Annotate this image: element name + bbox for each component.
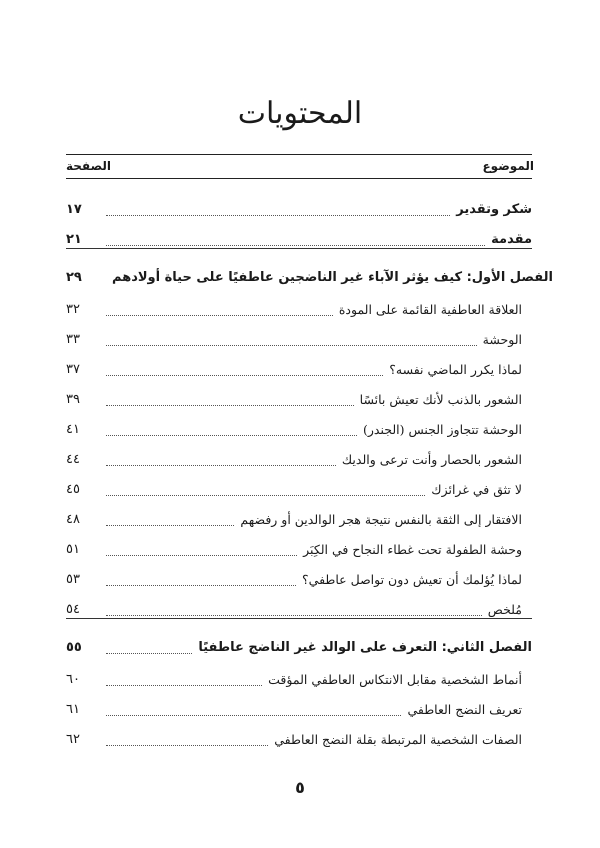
dot-leader xyxy=(106,543,297,556)
section-divider xyxy=(66,618,532,619)
toc-page-number: ٦١ xyxy=(66,701,80,717)
dot-leader xyxy=(106,303,333,316)
toc-page-number: ١٧ xyxy=(66,201,82,217)
toc-page-number: ٣٣ xyxy=(66,331,80,347)
toc-section-entry xyxy=(66,566,532,592)
toc-entry-label: الصفات الشخصية المرتبطة بقلة النضج العاطفي xyxy=(274,731,522,747)
toc-section-entry xyxy=(66,726,532,752)
page-title: المحتويات xyxy=(237,96,363,131)
dot-leader xyxy=(106,573,296,586)
toc-page-number: ٦٠ xyxy=(66,671,80,687)
toc-section-entry xyxy=(66,326,532,352)
toc-entry-label: شكر وتقدير xyxy=(456,201,532,217)
toc-entry-label: مُلخص xyxy=(487,601,522,617)
toc-section-entry xyxy=(66,696,532,722)
toc-page-number: ٢٩ xyxy=(66,269,82,285)
dot-leader xyxy=(106,363,383,376)
toc-entry-label: الافتقار إلى الثقة بالنفس نتيجة هجر الوالدين أو رفضهم xyxy=(240,511,522,527)
toc-entry-label: لماذا يُؤلمك أن تعيش دون تواصل عاطفي؟ xyxy=(302,571,522,587)
toc-section-entry xyxy=(66,356,532,382)
toc-entry-label: لماذا يكرر الماضي نفسه؟ xyxy=(389,361,522,377)
toc-page-number: ٤٥ xyxy=(66,481,80,497)
top-rule xyxy=(66,154,532,155)
toc-entry-label: الفصل الأول: كيف يؤثر الآباء غير الناضجين عاطفيًا على حياة أولادهم xyxy=(112,269,553,285)
toc-page-number: ٣٩ xyxy=(66,391,80,407)
dot-leader xyxy=(106,513,234,526)
toc-page-number: ٤٤ xyxy=(66,451,80,467)
page-number: ٥ xyxy=(295,778,305,797)
section-divider xyxy=(66,248,532,249)
toc-section-entry xyxy=(66,416,532,442)
toc-chapter-entry xyxy=(66,634,532,660)
toc-page-number: ٥١ xyxy=(66,541,80,557)
dot-leader xyxy=(106,641,192,654)
toc-page-number: ٤٨ xyxy=(66,511,80,527)
dot-leader xyxy=(106,233,485,246)
toc-page-number: ٣٢ xyxy=(66,301,80,317)
header-rule xyxy=(66,178,532,179)
toc-section-entry xyxy=(66,506,532,532)
toc-section-entry xyxy=(66,296,532,322)
toc-section-entry xyxy=(66,446,532,472)
toc-section-entry xyxy=(66,536,532,562)
toc-entry-label: العلاقة العاطفية القائمة على المودة xyxy=(338,301,522,317)
toc-entry-label: الوحشة تتجاوز الجنس (الجندر) xyxy=(363,421,522,437)
toc-page-number: ٥٤ xyxy=(66,601,80,617)
toc-section-entry xyxy=(66,666,532,692)
toc-section-entry xyxy=(66,386,532,412)
toc-entry-label: الوحشة xyxy=(482,331,522,347)
toc-page-number: ٦٢ xyxy=(66,731,80,747)
dot-leader xyxy=(106,393,354,406)
toc-page-number: ٢١ xyxy=(66,231,82,247)
toc-entry-label: تعريف النضج العاطفي xyxy=(407,701,522,717)
topic-column-header: الموضوع xyxy=(482,159,534,173)
dot-leader xyxy=(106,423,357,436)
toc-entry-label: لا تثق في غرائزك xyxy=(431,481,522,497)
toc-entry-label: مقدمة xyxy=(491,231,532,247)
page-column-header: الصفحة xyxy=(66,159,112,173)
toc-entry-label: أنماط الشخصية مقابل الانتكاس العاطفي المؤقت xyxy=(268,671,522,687)
toc-page-number: ٣٧ xyxy=(66,361,80,377)
toc-page-number: ٥٣ xyxy=(66,571,80,587)
toc-entry-label: الفصل الثاني: التعرف على الوالد غير الناضج عاطفيًا xyxy=(198,639,532,655)
dot-leader xyxy=(106,483,425,496)
toc-entry-label: الشعور بالحصار وأنت ترعى والديك xyxy=(341,451,522,467)
dot-leader xyxy=(106,603,482,616)
dot-leader xyxy=(106,703,401,716)
dot-leader xyxy=(106,673,262,686)
toc-section-entry xyxy=(66,476,532,502)
toc-page-number: ٤١ xyxy=(66,421,80,437)
dot-leader xyxy=(106,733,268,746)
dot-leader xyxy=(106,333,477,346)
toc-chapter-entry xyxy=(66,264,553,290)
toc-entry-label: وحشة الطفولة تحت غطاء النجاح في الكِبَر xyxy=(303,541,522,557)
toc-page-number: ٥٥ xyxy=(66,639,82,655)
dot-leader xyxy=(106,203,450,216)
dot-leader xyxy=(106,453,336,466)
toc-chapter-entry xyxy=(66,196,532,222)
toc-entry-label: الشعور بالذنب لأنك تعيش بائسًا xyxy=(359,391,522,407)
